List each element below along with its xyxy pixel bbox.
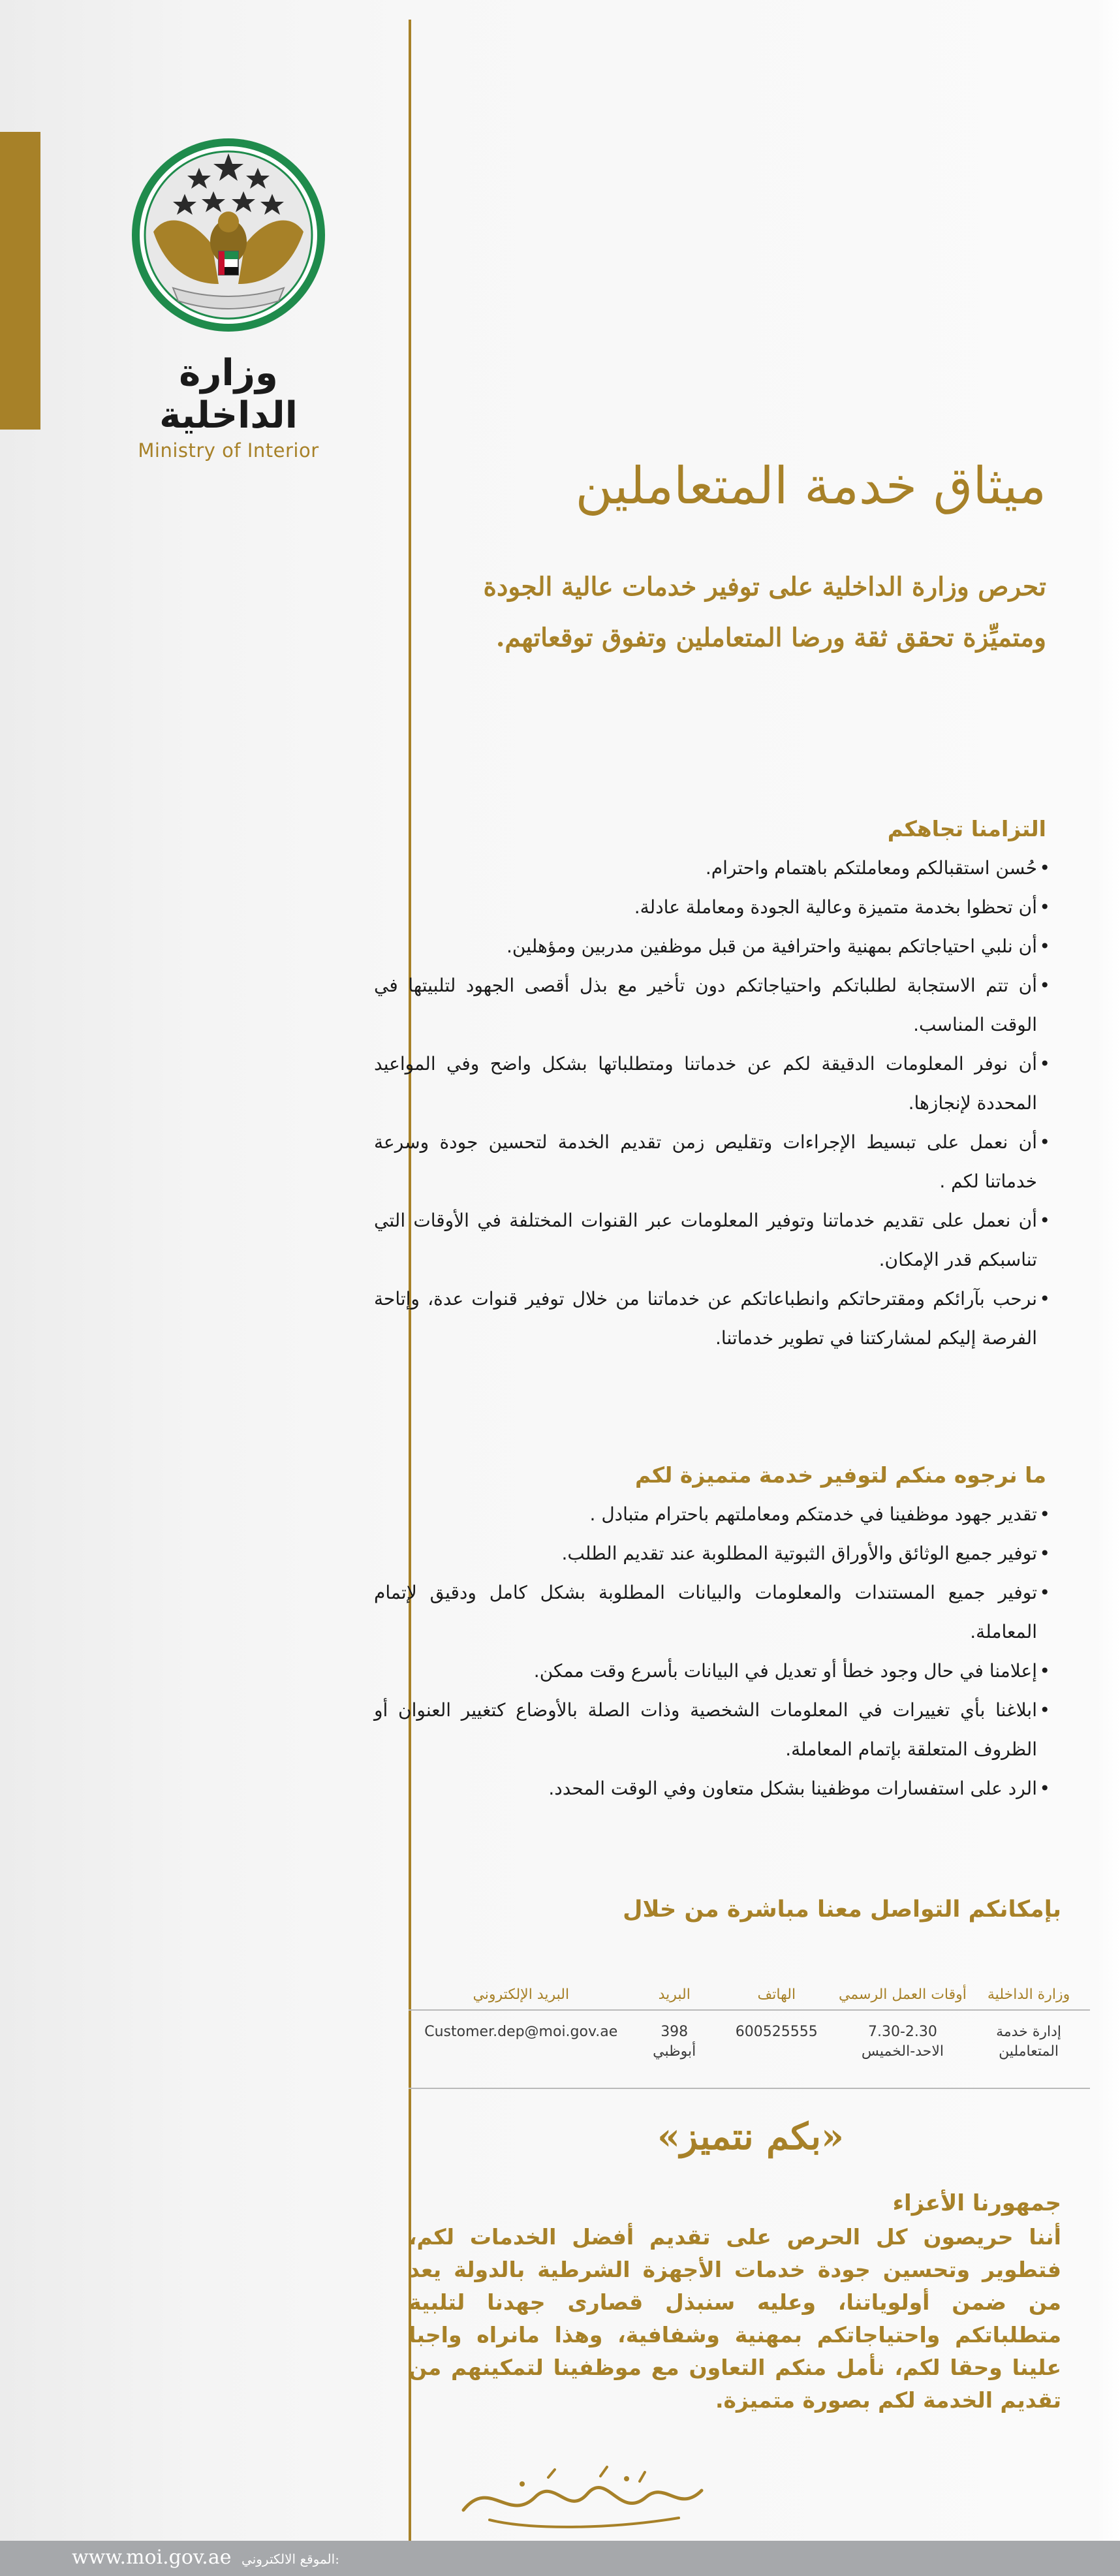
requests-list xyxy=(374,1495,1050,1808)
list-item xyxy=(374,966,1050,1045)
header-ministry: وزارة الداخلية xyxy=(967,1974,1090,2010)
closing-body: أننا حريصون كل الحرص على تقديم أفضل الخدمات لكم، فتطوير وتحسين جودة خدمات الأجهزة الشرطية بالدولة يعد من ضمن أولوياتنا، وعليه سنبذل قصارى جهدنا لتلبية متطلباتكم واحتياجاتكم بمهنية وشفافية، وهذا مانراه واجبا علينا وحقا لكم، نأمل منكم التعاون مع موظفينا لتمكينهم من تقديم الخدمة لكم بصورة متميزة. xyxy=(409,2224,1061,2413)
ministry-name-ar: وزارة الداخلية xyxy=(159,352,298,437)
city-value: أبوظبي xyxy=(653,2043,696,2060)
bullet-icon: • xyxy=(1039,1288,1050,1310)
bullet-icon: • xyxy=(1039,1053,1050,1075)
list-item-text: تقدير جهود موظفينا في خدمتكم ومعاملتهم باحترام متبادل . xyxy=(589,1503,1037,1525)
website-url-link[interactable]: www.moi.gov.ae xyxy=(72,2546,232,2569)
list-item xyxy=(374,927,1050,966)
days-value: الاحد-الخميس xyxy=(861,2043,944,2060)
table-row xyxy=(409,2010,1090,2088)
list-item xyxy=(374,1201,1050,1280)
requests-heading: ما نرجوه منكم لتوفير خدمة متميزة لكم xyxy=(634,1462,1046,1488)
list-item-text: أن تتم الاستجابة لطلباتكم واحتياجاتكم دون تأخير مع بذل أقصى الجهود لتلبيتها في الوقت المناسب. xyxy=(374,975,1037,1035)
signature-image xyxy=(450,2458,711,2536)
contact-table xyxy=(409,1974,1090,2089)
ministry-name-en: Ministry of Interior xyxy=(138,439,319,462)
header-email: البريد الإلكتروني xyxy=(409,1974,634,2010)
list-item-text: أن نعمل على تقديم خدماتنا وتوفير المعلومات عبر القنوات المختلفة في الأوقات التي تناسبكم قدر الإمكان. xyxy=(374,1210,1037,1270)
bullet-icon: • xyxy=(1039,857,1050,879)
list-item xyxy=(374,1123,1050,1201)
cell-pobox xyxy=(634,2010,715,2088)
cell-email[interactable]: Customer.dep@moi.gov.ae xyxy=(409,2010,634,2088)
cell-hours xyxy=(838,2010,967,2088)
commitments-heading: التزامنا تجاهكم xyxy=(887,816,1046,841)
list-item xyxy=(374,1652,1050,1691)
list-item-text: الرد على استفسارات موظفينا بشكل متعاون وفي الوقت المحدد. xyxy=(548,1778,1037,1799)
pobox-value: 398 xyxy=(661,2024,689,2040)
page-title: ميثاق خدمة المتعاملين xyxy=(575,457,1046,516)
list-item-text: ابلاغنا بأي تغييرات في المعلومات الشخصية وذات الصلة بالأوضاع كتغيير العنوان أو الظروف المتعلقة بإتمام المعاملة. xyxy=(374,1699,1037,1760)
bullet-icon: • xyxy=(1039,1503,1050,1525)
bullet-icon: • xyxy=(1039,1699,1050,1721)
list-item xyxy=(374,1495,1050,1534)
intro-paragraph: تحرص وزارة الداخلية على توفير خدمات عالية الجودة ومتميِّزة تحقق ثقة ورضا المتعاملين وتفوق توقعاتهم. xyxy=(483,572,1046,653)
website-label: الموقع الالكتروني: xyxy=(241,2551,339,2567)
header-phone: الهاتف xyxy=(715,1974,838,2010)
cell-phone: 600525555 xyxy=(715,2010,838,2088)
ministry-logo xyxy=(124,134,333,462)
header-hours: أوقات العمل الرسمي xyxy=(838,1974,967,2010)
hours-value: 7.30-2.30 xyxy=(867,2024,937,2040)
list-item-text: حُسن استقبالكم ومعاملتكم باهتمام واحترام. xyxy=(705,857,1037,879)
footer-website xyxy=(72,2546,339,2569)
bullet-icon: • xyxy=(1039,1660,1050,1682)
list-item xyxy=(374,1691,1050,1769)
list-item-text: أن نعمل على تبسيط الإجراءات وتقليص زمن تقديم الخدمة لتحسين جودة وسرعة خدماتنا لكم . xyxy=(374,1131,1037,1192)
list-item-text: إعلامنا في حال وجود خطأ أو تعديل في البيانات بأسرع وقت ممكن. xyxy=(533,1660,1037,1682)
list-item xyxy=(374,888,1050,927)
contact-table-header-row xyxy=(409,1974,1090,2010)
list-item xyxy=(374,1280,1050,1358)
bullet-icon: • xyxy=(1039,935,1050,957)
gold-side-tab xyxy=(0,132,40,430)
list-item xyxy=(374,1045,1050,1123)
signature-calligraphy-icon xyxy=(450,2458,711,2536)
list-item-text: توفير جميع المستندات والمعلومات والبيانات المطلوبة بشكل كامل ودقيق لإتمام المعاملة. xyxy=(374,1582,1037,1642)
list-item xyxy=(374,1769,1050,1808)
bullet-icon: • xyxy=(1039,896,1050,918)
bullet-icon: • xyxy=(1039,1582,1050,1603)
header-pobox: البريد xyxy=(634,1974,715,2010)
list-item xyxy=(374,1534,1050,1573)
list-item-text: نرحب بآرائكم ومقترحاتكم وانطباعاتكم عن خدماتنا من خلال توفير قنوات عدة، وإتاحة الفرصة إليكم لمشاركتنا في تطوير خدماتنا. xyxy=(374,1288,1037,1349)
list-item-text: أن تحظوا بخدمة متميزة وعالية الجودة ومعاملة عادلة. xyxy=(634,896,1037,918)
emblem-icon xyxy=(127,134,330,336)
bullet-icon: • xyxy=(1039,1210,1050,1231)
bullet-icon: • xyxy=(1039,1543,1050,1564)
contact-heading: بإمكانكم التواصل معنا مباشرة من خلال xyxy=(623,1896,1061,1923)
list-item-text: أن نوفر المعلومات الدقيقة لكم عن خدماتنا ومتطلباتها بشكل واضح وفي المواعيد المحددة لإنجازها. xyxy=(374,1053,1037,1114)
bullet-icon: • xyxy=(1039,1131,1050,1153)
slogan: «بكم نتميز» xyxy=(657,2115,844,2158)
bullet-icon: • xyxy=(1039,975,1050,996)
list-item xyxy=(374,1573,1050,1652)
list-item xyxy=(374,849,1050,888)
bullet-icon: • xyxy=(1039,1778,1050,1799)
closing-heading: جمهورنا الأعزاء xyxy=(892,2190,1061,2216)
list-item-text: توفير جميع الوثائق والأوراق الثبوتية المطلوبة عند تقديم الطلب. xyxy=(561,1543,1037,1564)
commitments-list xyxy=(374,849,1050,1358)
list-item-text: أن نلبي احتياجاتكم بمهنية واحترافية من قبل موظفين مدربين ومؤهلين. xyxy=(506,935,1037,957)
contact-table-wrapper xyxy=(409,1974,1090,2089)
cell-dept: إدارة خدمة المتعاملين xyxy=(967,2010,1090,2088)
footer-bar xyxy=(0,2541,1120,2576)
